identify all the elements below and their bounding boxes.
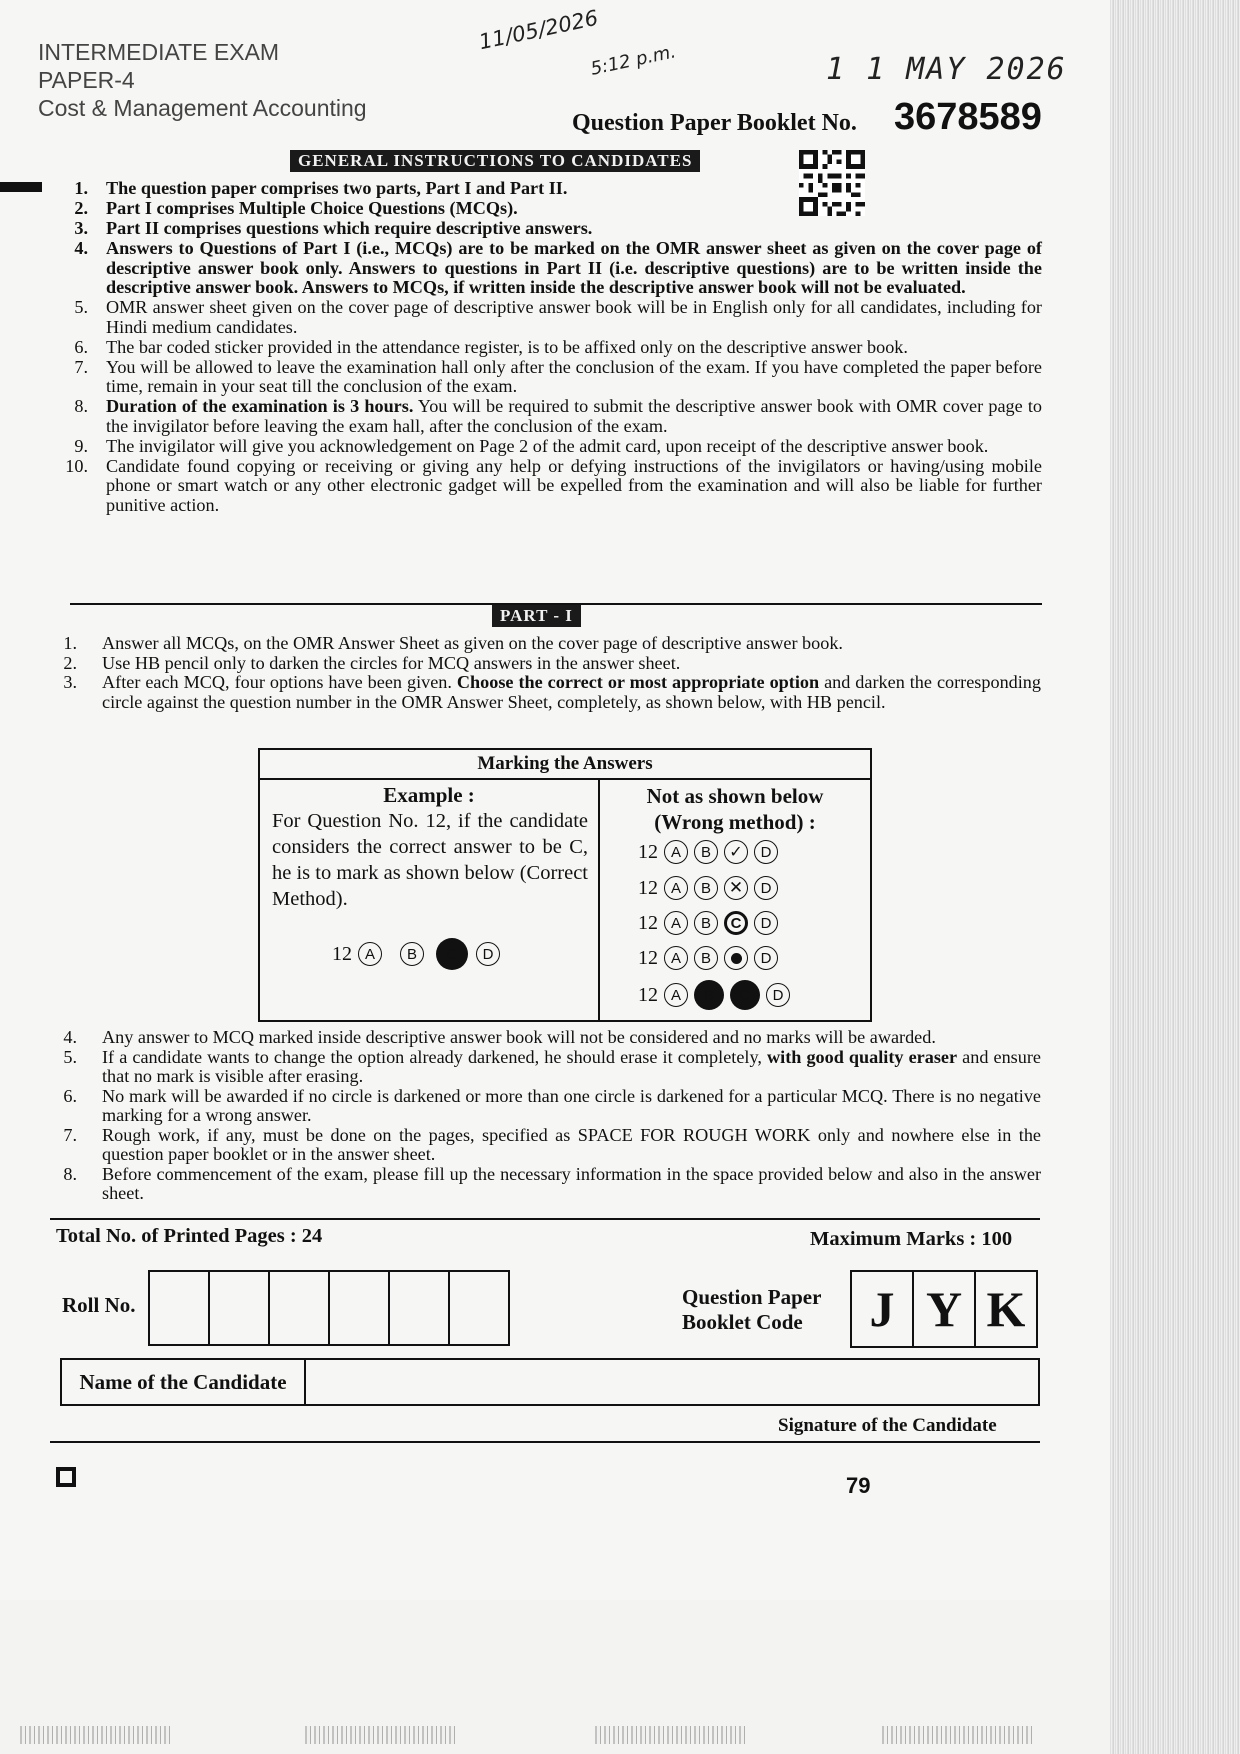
exam-level: INTERMEDIATE EXAM <box>38 39 280 65</box>
option-bubble: B <box>400 942 424 966</box>
roll-digit-box[interactable] <box>450 1272 508 1344</box>
list-item: 2. Part I comprises Multiple Choice Questions (MCQs). <box>74 198 518 218</box>
roll-number-boxes[interactable] <box>148 1270 510 1346</box>
scan-smudge <box>20 1726 170 1744</box>
marking-box-title: Marking the Answers <box>260 750 870 780</box>
list-item: 8. Duration of the examination is 3 hours. You will be required to submit the descriptive answer book with OMR cover page to the invigilator before leaving the exam hall, after the conclusion of the exam. <box>74 396 1043 436</box>
dot-mark-icon <box>724 946 748 970</box>
option-bubble: D <box>476 942 500 966</box>
wrong-method-row: 12 A B D <box>638 946 784 970</box>
option-bubble: A <box>664 911 688 935</box>
handwritten-date: 11/05/2026 <box>476 5 601 55</box>
filled-bubble: C <box>730 980 760 1010</box>
option-bubble: A <box>664 840 688 864</box>
option-bubble: D <box>754 946 778 970</box>
option-bubble: A <box>664 946 688 970</box>
example-text: For Question No. 12, if the candidate considers the correct answer to be C, he is to mark as shown below (Correct Method). <box>272 810 588 910</box>
list-item: 8. Before commencement of the exam, please fill up the necessary information in the space provided below and also in the answer sheet. <box>63 1163 1041 1203</box>
example-title: Example : <box>383 783 475 807</box>
filled-bubble: C <box>436 938 468 970</box>
page-stack-edge <box>1110 0 1240 1754</box>
scan-smudge <box>305 1726 455 1744</box>
candidate-name-field[interactable] <box>60 1358 1040 1406</box>
booklet-number: 3678589 <box>894 96 1042 138</box>
maximum-marks: Maximum Marks : 100 <box>810 1228 1013 1250</box>
booklet-code-letter: J <box>852 1272 914 1346</box>
scan-smudge <box>595 1726 745 1744</box>
page-number: 79 <box>846 1473 871 1498</box>
divider <box>50 1441 1040 1443</box>
general-instructions-heading: GENERAL INSTRUCTIONS TO CANDIDATES <box>290 150 700 172</box>
booklet-code-label: Question Paper Booklet Code <box>682 1285 822 1334</box>
roll-digit-box[interactable] <box>330 1272 390 1344</box>
option-bubble: A <box>664 876 688 900</box>
option-bubble: B <box>694 840 718 864</box>
list-item: 1. The question paper comprises two parts, Part I and Part II. <box>74 178 568 198</box>
date-stamp: 1 1 MAY 2026 <box>826 52 1067 87</box>
divider <box>50 1218 1040 1220</box>
roll-digit-box[interactable] <box>270 1272 330 1344</box>
margin-marker <box>0 182 42 192</box>
signature-label: Signature of the Candidate <box>778 1415 997 1436</box>
scan-smudge <box>882 1726 1032 1744</box>
option-bubble: B <box>694 876 718 900</box>
general-instructions-list <box>58 179 1042 516</box>
option-bubble: D <box>766 983 790 1007</box>
booklet-code-letter: Y <box>914 1272 976 1346</box>
handwritten-time: 5:12 p.m. <box>588 41 678 80</box>
wrong-method-title: Not as shown below (Wrong method) : <box>646 784 824 834</box>
list-item: 3. Part II comprises questions which require descriptive answers. <box>74 218 593 238</box>
list-item: 7. You will be allowed to leave the examination hall only after the conclusion of the exam. If you have completed the paper before time, remain in your seat till the conclusion of the exam. <box>74 356 1042 396</box>
cross-mark-icon: ✕ <box>724 876 748 900</box>
roll-digit-box[interactable] <box>210 1272 270 1344</box>
part-one-instructions-continued <box>55 1028 1041 1204</box>
booklet-code-boxes <box>850 1270 1038 1348</box>
paper-subject: Cost & Management Accounting <box>38 95 367 121</box>
tick-mark-icon: ✓ <box>724 840 748 864</box>
list-item: 5. OMR answer sheet given on the cover page of descriptive answer book will be in English only for all candidates, including for Hindi medium candidates. <box>74 297 1042 337</box>
option-bubble: D <box>754 840 778 864</box>
list-item: 7. Rough work, if any, must be done on the pages, specified as SPACE FOR ROUGH WORK only and nowhere else in the question paper booklet or in the answer sheet. <box>63 1124 1041 1164</box>
part-one-heading: PART - I <box>492 605 581 627</box>
roll-digit-box[interactable] <box>150 1272 210 1344</box>
roll-digit-box[interactable] <box>390 1272 450 1344</box>
exam-title-block <box>38 38 367 122</box>
list-item: 5. If a candidate wants to change the option already darkened, he should erase it completely, with good quality eraser and ensure that no mark is visible after erasing. <box>63 1046 1041 1086</box>
option-bubble: B <box>694 946 718 970</box>
booklet-number-label: Question Paper Booklet No. <box>572 110 857 136</box>
booklet-code-letter: K <box>986 1281 1026 1337</box>
candidate-name-label: Name of the Candidate <box>62 1360 306 1404</box>
wrong-method-row: 12 A B C D <box>638 980 796 1010</box>
filled-bubble: B <box>694 980 724 1010</box>
list-item: 1. Answer all MCQs, on the OMR Answer Sheet as given on the cover page of descriptive answer book. <box>63 633 843 653</box>
wrong-method-row: 12 A B ✓ D <box>638 840 784 864</box>
list-item: 6. The bar coded sticker provided in the attendance register, is to be affixed only on the descriptive answer book. <box>74 336 908 357</box>
wrong-method-row: 12 A B C D <box>638 911 784 935</box>
outlined-bubble: C <box>724 911 748 935</box>
list-item: 4. Any answer to MCQ marked inside descriptive answer book will not be considered and no marks will be awarded. <box>63 1027 936 1047</box>
option-bubble: A <box>358 942 382 966</box>
list-item: 10. Candidate found copying or receiving or giving any help or defying instructions of the invigilators or having/using mobile phone or smart watch or any other electronic gadget will be expelled from the examination and will also be liable for further punitive action. <box>65 455 1042 515</box>
paper-number: PAPER-4 <box>38 67 135 93</box>
roll-number-label: Roll No. <box>62 1293 136 1317</box>
part-one-instructions <box>55 634 1041 712</box>
total-pages: Total No. of Printed Pages : 24 <box>56 1225 323 1247</box>
option-bubble: A <box>664 983 688 1007</box>
correct-method-row: 12 A B C D <box>332 938 506 970</box>
list-item: 9. The invigilator will give you acknowledgement on Page 2 of the admit card, upon receipt of the descriptive answer book. <box>74 435 989 456</box>
list-item: 2. Use HB pencil only to darken the circles for MCQ answers in the answer sheet. <box>63 652 681 673</box>
option-bubble: D <box>754 876 778 900</box>
option-bubble: D <box>754 911 778 935</box>
wrong-method-row: 12 A B ✕ D <box>638 876 784 900</box>
list-item: 6. No mark will be awarded if no circle is darkened or more than one circle is darkened for a particular MCQ. There is no negative marking for a wrong answer. <box>63 1085 1041 1125</box>
corner-square-icon <box>56 1467 76 1487</box>
option-bubble: B <box>694 911 718 935</box>
list-item: 3. After each MCQ, four options have been given. Choose the correct or most appropriate option and darken the corresponding circle against the question number in the OMR Answer Sheet, completely, as shown below, with HB pencil. <box>63 672 1041 712</box>
marking-answers-box <box>258 748 872 1022</box>
list-item: 4. Answers to Questions of Part I (i.e., MCQs) are to be marked on the OMR answer sheet as given on the cover page of descriptive answer book only. Answers to questions in Part II (i.e. descriptive questions) are to be written inside the descriptive answer book. Answers to MCQs, if written inside the descriptive answer book will not be evaluated. <box>74 238 1042 297</box>
